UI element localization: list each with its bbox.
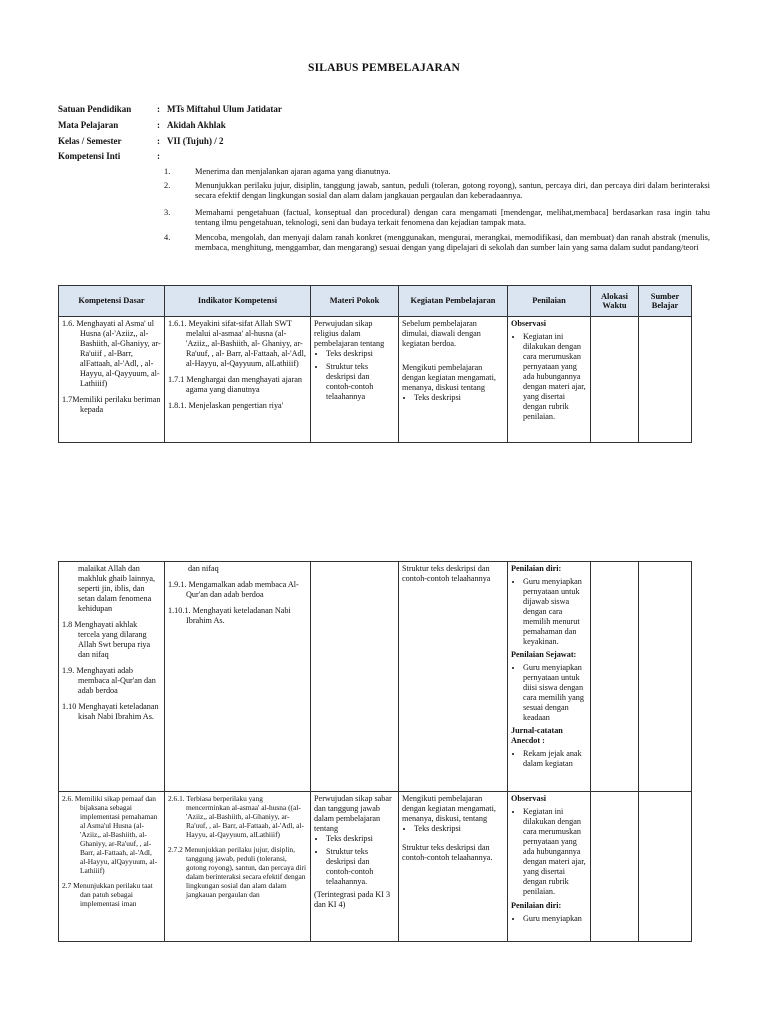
pn-heading: Penilaian diri: [511,901,562,910]
ik-text: 2.6.1. Terbiasa berperilaku yang mencerminkan al-asmaa' al-husna ((al- 'Aziiz,, al-Bashiith, al-Ghaniyy, ar-Ra'uuf, , al- Barr, al-Fattaah, al-'Adl, al-Hayyu, al-Qayyuum, alLathiiif) [168,794,304,839]
list-item: • Rekam jejak anak dalam kegiatan [523,749,587,769]
meta-colon: : [157,151,160,161]
header-kegiatan-pembelajaran: Kegiatan Pembelajaran [399,286,508,317]
kp-text: Mengikuti pembelajaran dengan kegiatan mengamati, menanya, diskusi tentang [402,363,496,392]
kd-text: 1.7Memiliki perilaku beriman kepada [62,395,161,414]
pn-heading: Observasi [511,794,547,803]
meta-value: Akidah Akhlak [167,120,226,130]
cell-sumber-belajar [639,792,692,942]
mp-list [314,349,395,402]
cell-materi-pokok [311,562,399,792]
table-row [59,562,692,792]
kd-text: 1.9. Menghayati adab membaca al-Qur'an dan adab berdoa [62,666,156,695]
cell-materi-pokok [311,317,399,443]
list-item: • Struktur teks deskripsi dan contoh-contoh telaahannya [326,362,395,402]
pn-list [511,663,587,723]
list-item: • Teks deskripsi [414,824,504,834]
mp-intro: Perwujudan sikap religius dalam pembelajaran tentang [314,319,385,348]
header-sumber-belajar: Sumber Belajar [639,286,692,317]
header-kompetensi-dasar: Kompetensi Dasar [59,286,165,317]
cell-alokasi-waktu [591,792,639,942]
kp-list [402,824,504,834]
mp-note: (Terintegrasi pada KI 3 dan KI 4) [314,890,391,909]
syllabus-table-2 [58,561,692,942]
meta-key: Kompetensi Inti [58,151,121,161]
list-item: • Guru menyiapkan pernyataan untuk dijawab siswa dengan cara memilih menurut pemahaman dan keyakinan. [523,577,587,647]
meta-colon: : [157,136,160,146]
syllabus-table-1 [58,285,692,443]
meta-key: Satuan Pendidikan [58,104,132,114]
kp-text: Struktur teks deskripsi dan contoh-contoh telaahannya. [402,843,493,862]
ki-number: 1. [164,167,171,176]
ki-text: Menunjukkan perilaku jujur, disiplin, tanggung jawab, santun, peduli (toleran, gotong royong), santun, percaya diri, dan percaya diri dalam berinteraksi secara efektif dengan lingkungan sosial dan alam dalam jangkauan pergaulan dan keberadaannya. [195,181,710,200]
meta-colon: : [157,120,160,130]
pn-list [511,914,587,924]
document-title: SILABUS PEMBELAJARAN [308,62,460,74]
ik-text: 1.10.1. Menghayati keteladanan Nabi Ibrahim As. [168,606,291,625]
cell-materi-pokok [311,792,399,942]
meta-value: VII (Tujuh) / 2 [167,136,224,146]
header-alokasi-waktu: Alokasi Waktu [591,286,639,317]
pn-heading: Penilaian Sejawat: [511,650,577,659]
list-item: • Guru menyiapkan pernyataan untuk diisi siswa dengan cara memilih yang sesuai dengan keadaan [523,663,587,723]
cell-indikator [165,562,311,792]
kd-text: 1.10 Menghayati keteladanan kisah Nabi Ibrahim As. [62,702,159,721]
cell-kompetensi-dasar [59,792,165,942]
cell-sumber-belajar [639,317,692,443]
meta-key: Kelas / Semester [58,136,122,146]
kd-text: 2.7 Menunjukkan perilaku taat dan patuh sebagai implementasi iman [62,881,153,908]
ki-text: Mencoba, mengolah, dan menyaji dalam ranah konkret (menggunakan, mengurai, merangkai, memodifikasi, dan membuat) dan ranah abstrak (menulis, membaca, menghitung, menggambar, dan mengarang) sesuai dengan yang dipelajari di sekolah dan sumber lain yang sama dalam sudut pandang/teori [195,233,710,252]
kd-text: 2.6. Memiliki sikap pemaaf dan bijaksana sebagai implementasi pemahaman al Asma'ul Husna (al- 'Aziiz,, al-Bashiith, al- Ghaniyy, ar-Ra'uuf, , al- Barr, al-Fattaah, al-'Adl, al-Hayyu, alQayyuum, al-Lathiiif) [62,794,158,875]
cell-alokasi-waktu [591,317,639,443]
cell-penilaian [508,562,591,792]
ik-text: dan nifaq [188,564,219,573]
pn-list [511,332,587,422]
cell-kegiatan [399,562,508,792]
ik-text: 1.7.1 Menghargai dan menghayati ajaran agama yang dianutnya [168,375,302,394]
kp-text: Struktur teks deskripsi dan contoh-contoh telaahannya [402,564,491,583]
ik-text: 1.8.1. Menjelaskan pengertian riya' [168,401,284,410]
pn-list [511,807,587,897]
list-item: • Guru menyiapkan [523,914,587,924]
list-item: • Teks deskripsi [414,393,504,403]
cell-penilaian [508,317,591,443]
mp-list [314,834,395,887]
ki-number: 2. [164,181,171,190]
ik-text: 1.6.1. Meyakini sifat-sifat Allah SWT melalui al-asmaa' al-husna (al-'Aziiz,, al-Bashiith, al- Ghaniyy, ar-Ra'uuf, , al- Barr, al-Fattaah, al-'Adl, al-Hayyu, al-Qayyuum, alLathiiif) [168,319,306,368]
ik-text: 2.7.2 Menunjukkan perilaku jujur, disiplin, tanggung jawab, peduli (toleransi, gotong royong), santun, dan percaya diri dalam berinteraksi secara efektif dengan lingkungan sosial dan alam dalam jangkauan pergaulan dan [168,845,307,899]
ik-text: 1.9.1. Mengamalkan adab membaca Al-Qur'an dan adab berdoa [168,580,299,599]
pn-list [511,577,587,647]
list-item: • Struktur teks deskripsi dan contoh-contoh telaahannya. [326,847,395,887]
header-materi-pokok: Materi Pokok [311,286,399,317]
kd-text: 1.6. Menghayati al Asma' ul Husna (al-'Aziiz,, al- Bashiith, al-Ghaniyy, ar- Ra'uiif , al-Barr, alFattaah, al-'Adl, , al- Hayyu, al-Qayyuum, al-Lathiiif) [62,319,161,388]
meta-colon: : [157,104,160,114]
pn-heading: Observasi [511,319,547,328]
cell-kompetensi-dasar [59,317,165,443]
pn-list [511,749,587,769]
mp-intro: Perwujudan sikap sabar dan tanggung jawab dalam pembelajaran tentang [314,794,392,833]
kp-text: Sebelum pembelajaran dimulai, diawali dengan kegiatan berdoa. [402,319,481,348]
pn-heading: Jurnal-catatan Anecdot : [511,726,563,745]
cell-indikator [165,792,311,942]
meta-key: Mata Pelajaran [58,120,119,130]
cell-penilaian [508,792,591,942]
ki-number: 4. [164,233,171,242]
ki-text: Menerima dan menjalankan ajaran agama yang dianutnya. [195,167,391,176]
table-row [59,317,692,443]
cell-alokasi-waktu [591,562,639,792]
meta-value: MTs Miftahul Ulum Jatidatar [167,104,282,114]
cell-kegiatan [399,792,508,942]
table-header-row [59,286,692,317]
kp-list [402,393,504,403]
list-item: • Kegiatan ini dilakukan dengan cara merumuskan pernyataan yang ada hubungannya dengan materi ajar, yang disertai dengan rubrik penilaian. [523,807,587,897]
kd-text: 1.8 Menghayati akhlak tercela yang dilarang Allah Swt berupa riya dan nifaq [62,620,151,659]
kp-text: Mengikuti pembelajaran dengan kegiatan mengamati, menanya, diskusi, tentang [402,794,496,823]
cell-kompetensi-dasar [59,562,165,792]
header-penilaian: Penilaian [508,286,591,317]
cell-indikator [165,317,311,443]
ki-number: 3. [164,208,171,217]
list-item: • Kegiatan ini dilakukan dengan cara merumuskan pernyataan yang ada hubungannya dengan materi ajar, yang disertai dengan rubrik penilaian. [523,332,587,422]
kd-text: malaikat Allah dan makhluk ghaib lainnya, seperti jin, iblis, dan setan dalam fenomena kehidupan [78,564,156,613]
list-item: • Teks deskripsi [326,834,395,844]
table-row [59,792,692,942]
cell-sumber-belajar [639,562,692,792]
ki-text: Memahami pengetahuan (factual, konseptual dan procedural) dengan cara mengamati [mendengar, melihat,membaca] berdasarkan rasa ingin tahu tentang ilmu pengetahuan, teknologi, seni dan budaya terkait fenomena dan kejadian tampak mata. [195,208,710,227]
header-indikator-kompetensi: Indikator Kompetensi [165,286,311,317]
cell-kegiatan [399,317,508,443]
list-item: • Teks deskripsi [326,349,395,359]
pn-heading: Penilaian diri: [511,564,562,573]
